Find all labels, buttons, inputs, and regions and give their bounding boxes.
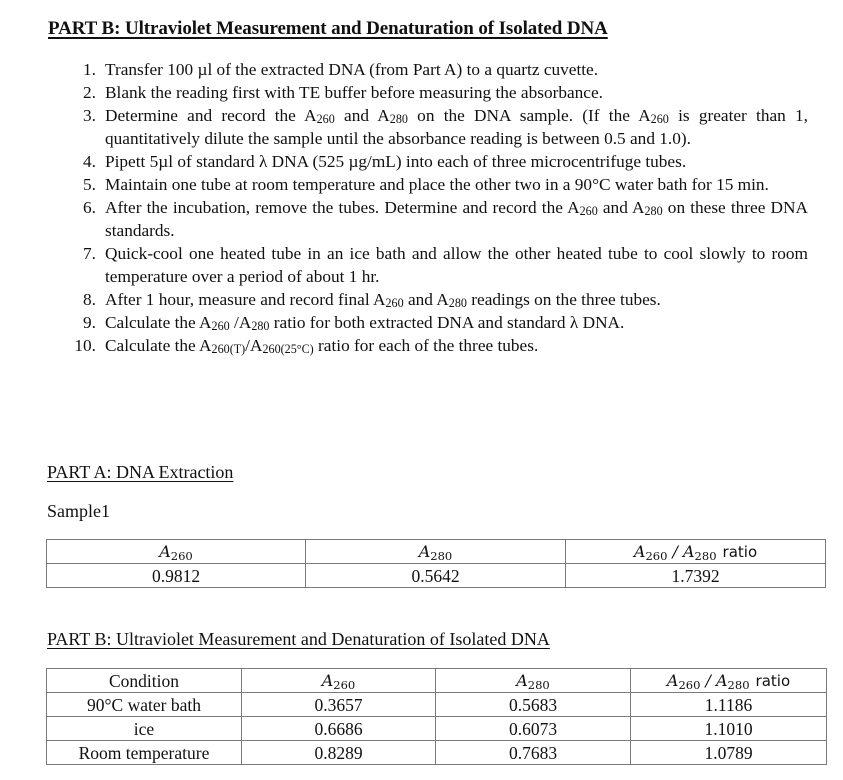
- cell-a260: 0.8289: [242, 741, 436, 765]
- header-a260: $A_{260}$: [242, 669, 436, 693]
- step-text: Maintain one tube at room temperature and place the other two in a 90°C water bath for 15 min.: [105, 175, 769, 194]
- procedure-step: [48, 150, 808, 173]
- header-a260: $A_{260}$: [47, 540, 306, 564]
- step-text: Quick-cool one heated tube in an ice bath and allow the other heated tube to cool slowly to room temperature over a period of about 1 hr.: [105, 244, 808, 286]
- table-row: [47, 741, 827, 765]
- cell-condition: Room temperature: [47, 741, 242, 765]
- procedure-step: [48, 173, 808, 196]
- table-row: [47, 564, 826, 588]
- procedure-step: [48, 311, 808, 334]
- sample-label: Sample1: [47, 501, 110, 521]
- step-number: 7.: [83, 244, 96, 263]
- step-number: 5.: [83, 175, 96, 194]
- table-row: [47, 693, 827, 717]
- cell-a260: 0.3657: [242, 693, 436, 717]
- step-number: 2.: [83, 83, 96, 102]
- step-number: 8.: [83, 290, 96, 309]
- header-a280: $A_{280}$: [436, 669, 631, 693]
- step-text: Calculate the $A_{260}$ $/A_{280}$ ratio for both extracted DNA and standard λ DNA.: [105, 313, 625, 333]
- procedure-step: [48, 196, 808, 242]
- step-number: 3.: [83, 106, 96, 125]
- step-number: 9.: [83, 313, 96, 332]
- cell-condition: ice: [47, 717, 242, 741]
- cell-condition: 90°C water bath: [47, 693, 242, 717]
- cell-a280: 0.7683: [436, 741, 631, 765]
- cell-a260: 0.6686: [242, 717, 436, 741]
- step-text: Blank the reading first with TE buffer before measuring the absorbance.: [105, 83, 603, 102]
- procedure-step: [48, 242, 808, 288]
- procedure-step: [48, 81, 808, 104]
- step-text: Determine and record the $A_{260}$ and $A_{280}$ on the DNA sample. (If the $A_{260}$ is greater than 1, quantitatively dilute the sample until the absorbance reading is between 0.5 and 1.0).: [105, 106, 809, 148]
- header-ratio: $A_{260} / A_{280}$ ratio: [631, 669, 827, 693]
- cell-a280: 0.5642: [306, 564, 566, 588]
- step-text: Calculate the $A_{260(T)}/A_{260(25^\circ C)}$ ratio for each of the three tubes.: [105, 336, 539, 356]
- step-text: After 1 hour, measure and record final $A_{260}$ and $A_{280}$ readings on the three tubes.: [105, 290, 661, 310]
- part-b-heading: PART B: Ultraviolet Measurement and Denaturation of Isolated DNA: [47, 629, 550, 649]
- page-title: PART B: Ultraviolet Measurement and Denaturation of Isolated DNA: [48, 18, 608, 39]
- step-number: 6.: [83, 198, 96, 217]
- step-text: After the incubation, remove the tubes. Determine and record the $A_{260}$ and $A_{280}$ on these three DNA standards.: [105, 198, 808, 240]
- procedure-step: [48, 104, 808, 150]
- header-a280: $A_{280}$: [306, 540, 566, 564]
- part-a-heading: PART A: DNA Extraction: [47, 462, 234, 482]
- cell-ratio: 1.0789: [631, 741, 827, 765]
- cell-ratio: 1.1010: [631, 717, 827, 741]
- cell-ratio: 1.7392: [566, 564, 826, 588]
- header-ratio: $A_{260} / A_{280}$ ratio: [566, 540, 826, 564]
- part-a-results-table: [46, 539, 826, 588]
- procedure-steps-list: [48, 58, 808, 357]
- part-b-results-table: [46, 668, 827, 765]
- cell-ratio: 1.1186: [631, 693, 827, 717]
- header-condition: Condition: [47, 669, 242, 693]
- cell-a280: 0.6073: [436, 717, 631, 741]
- step-text: Transfer 100 µl of the extracted DNA (from Part A) to a quartz cuvette.: [105, 60, 599, 79]
- procedure-step: [48, 288, 808, 311]
- procedure-step: [48, 58, 808, 81]
- step-number: 4.: [83, 152, 96, 171]
- procedure-step: [48, 334, 808, 357]
- step-number: 10.: [74, 336, 96, 355]
- table-header-row: [47, 669, 827, 693]
- step-number: 1.: [83, 60, 96, 79]
- cell-a260: 0.9812: [47, 564, 306, 588]
- step-text: Pipett 5µl of standard λ DNA (525 µg/mL) into each of three microcentrifuge tubes.: [105, 152, 687, 171]
- table-header-row: [47, 540, 826, 564]
- table-row: [47, 717, 827, 741]
- cell-a280: 0.5683: [436, 693, 631, 717]
